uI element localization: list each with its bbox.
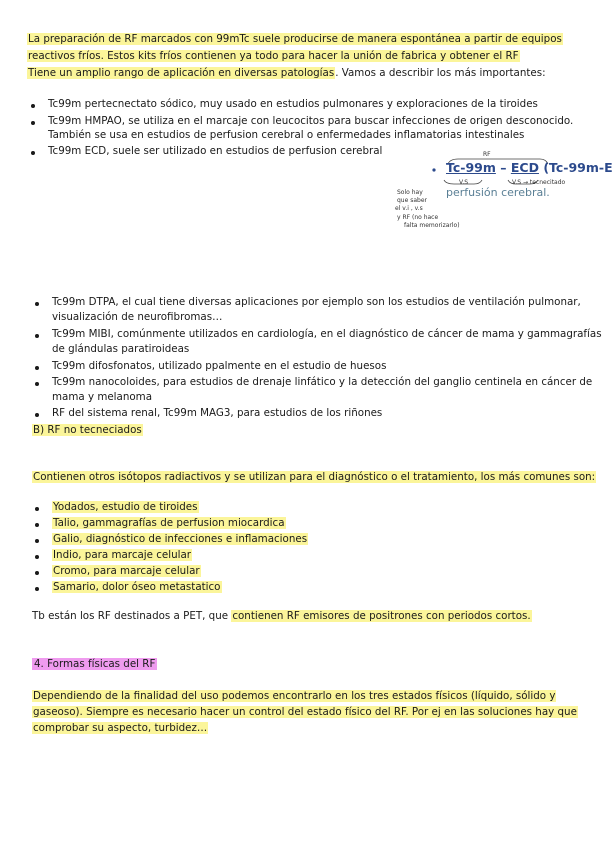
- figure-note-5: falta memorizarlo): [404, 222, 460, 229]
- list-item: Galio, diagnóstico de infecciones e inflamaciones: [53, 533, 308, 545]
- list-item-continuation: También se usa en estudios de perfusion cerebral o enfermedades inflamatorias intestinales: [48, 129, 525, 141]
- bullet-icon: [35, 587, 39, 591]
- bullet-icon: [35, 523, 39, 527]
- figure-top-label: RF: [483, 151, 491, 158]
- figure-caption: perfusión cerebral.: [446, 186, 550, 199]
- figure-note-3: el v.i , v.s: [395, 205, 423, 212]
- section-b-text: Contienen otros isótopos radiactivos y se utilizan para el diagnóstico o el tratamiento, los más comunes son:: [33, 471, 596, 483]
- list-item: Tc99m ECD, suele ser utilizado en estudios de perfusion cerebral: [48, 145, 383, 157]
- intro-line-2: reactivos fríos. Estos kits fríos contienen ya todo para hacer la unión de fabrica y obtener el RF: [28, 50, 519, 62]
- bullet-icon: [35, 382, 39, 386]
- list-item: Tc99m HMPAO, se utiliza en el marcaje con leucocitos para buscar infecciones de origen desconocido.: [48, 115, 574, 127]
- figure-formula: Tc-99m – ECD (Tc-99m-E: [446, 160, 613, 175]
- list-item-continuation: de glándulas paratiroideas: [52, 343, 190, 355]
- bullet-icon: [31, 104, 35, 108]
- section-4-line-2: gaseoso). Siempre es necesario hacer un control del estado físico del RF. Por ej en las soluciones hay que: [33, 706, 577, 718]
- list-item: Yodados, estudio de tiroides: [53, 501, 198, 513]
- figure-note-1: Solo hay: [397, 189, 423, 196]
- list-item-continuation: visualización de neurofibromas…: [52, 311, 223, 323]
- intro-line-1: La preparación de RF marcados con 99mTc suele producirse de manera espontánea a partir de equipos: [28, 33, 562, 45]
- intro-line-3: Tiene un amplio rango de aplicación en diversas patologías. Vamos a describir los más importantes:: [28, 67, 546, 79]
- bullet-icon: [35, 413, 39, 417]
- list-item: Cromo, para marcaje celular: [53, 565, 200, 577]
- bullet-icon: [35, 366, 39, 370]
- figure-note-2: que saber: [397, 197, 427, 204]
- list-item: RF del sistema renal, Tc99m MAG3, para estudios de los riñones: [52, 407, 383, 419]
- bullet-icon: [35, 555, 39, 559]
- list-item: Samario, dolor óseo metastatico: [53, 581, 221, 593]
- list-item: Tc99m nanocoloides, para estudios de drenaje linfático y la detección del ganglio centinela en cáncer de: [52, 376, 593, 388]
- figure-sub-a: V.S: [459, 179, 469, 186]
- list-item: Tc99m DTPA, el cual tiene diversas aplicaciones por ejemplo son los estudios de ventilación pulmonar,: [52, 296, 581, 308]
- list-item: Tc99m difosfonatos, utilizado ppalmente en el estudio de huesos: [52, 360, 387, 372]
- list-item: Talio, gammagrafías de perfusion miocardica: [53, 517, 285, 529]
- bullet-icon: [35, 571, 39, 575]
- section-4-heading: 4. Formas físicas del RF: [34, 658, 156, 670]
- figure-note-4: y RF (no hace: [397, 214, 439, 221]
- section-4-line-1: Dependiendo de la finalidad del uso podemos encontrarlo en los tres estados físicos (líquido, sólido y: [33, 690, 556, 702]
- list-item: Tc99m MIBI, comúnmente utilizados en cardiología, en el diagnóstico de cáncer de mama y gammagrafías: [52, 328, 602, 340]
- bullet-icon: [31, 121, 35, 125]
- section-b-heading: B) RF no tecneciados: [33, 424, 142, 436]
- list-item: Indio, para marcaje celular: [53, 549, 192, 561]
- bullet-icon: [31, 151, 35, 155]
- bullet-icon: [35, 302, 39, 306]
- bullet-icon: [35, 539, 39, 543]
- bullet-icon: [35, 507, 39, 511]
- list-item: Tc99m pertecnectato sódico, muy usado en estudios pulmonares y exploraciones de la tiroides: [48, 98, 538, 110]
- figure-sub-b: V.S → tecnecitado: [512, 179, 566, 186]
- bullet-icon: [35, 334, 39, 338]
- pet-text: Tb están los RF destinados a PET, que contienen RF emisores de positrones con periodos cortos.: [32, 610, 531, 622]
- list-item-continuation: mama y melanoma: [52, 391, 153, 403]
- section-4-line-3: comprobar su aspecto, turbidez…: [33, 722, 208, 734]
